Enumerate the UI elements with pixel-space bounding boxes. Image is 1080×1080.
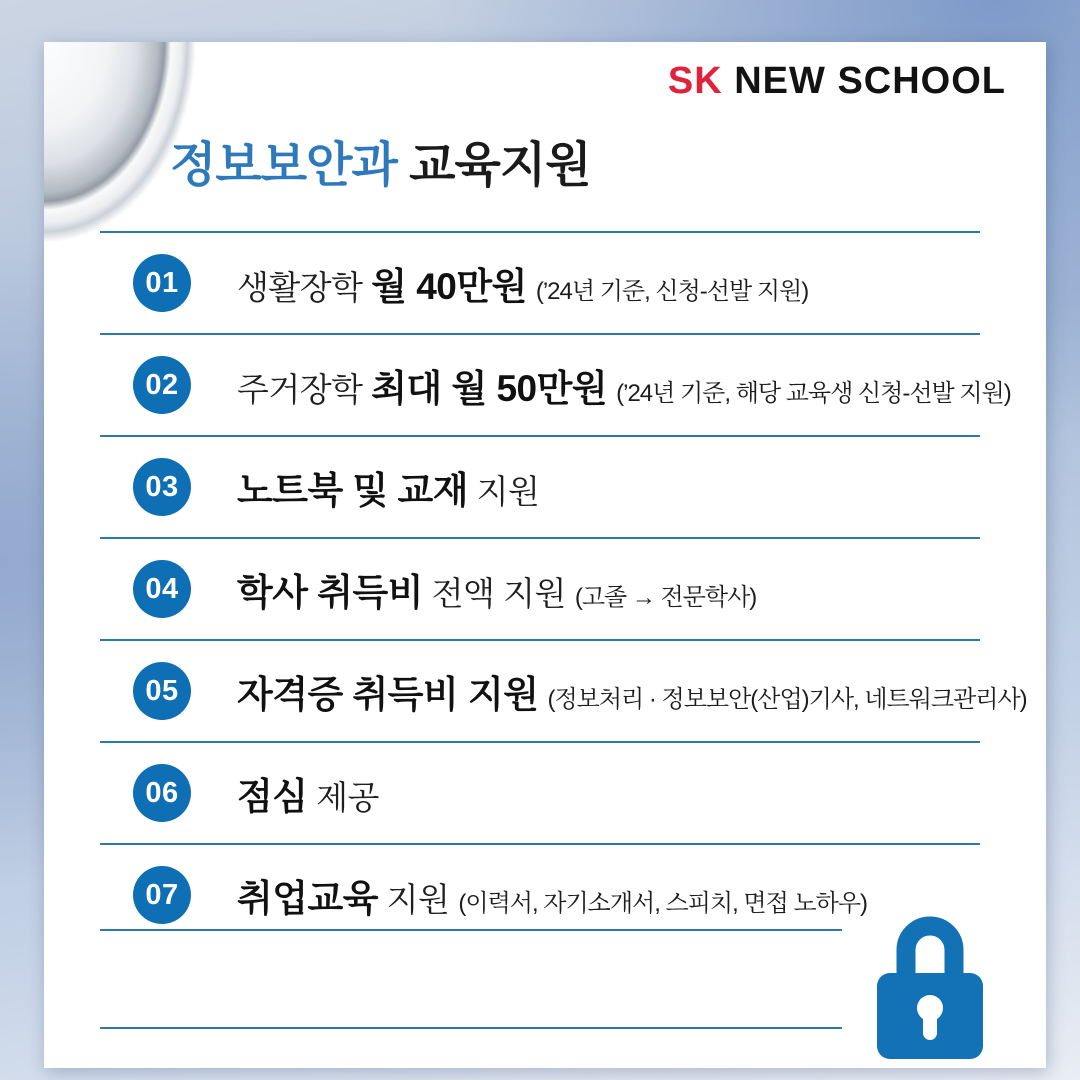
benefit-paren: (이력서, 자기소개서, 스피치, 면접 노하우) [458, 890, 868, 917]
benefit-paren: (’24년 기준, 신청-선발 지원) [535, 278, 809, 305]
page-title-highlight: 정보보안과 [170, 139, 397, 192]
benefit-pre: 주거장학 [237, 371, 372, 408]
benefit-text [237, 358, 1011, 412]
number-badge: 03 [133, 458, 191, 516]
benefit-text [237, 460, 548, 514]
benefit-bold: 월 40만원 [371, 266, 527, 307]
benefit-text [237, 766, 388, 820]
benefit-post: 제공 [307, 779, 379, 816]
content-card [44, 42, 1046, 1068]
benefit-pre: 생활장학 [237, 269, 372, 306]
benefit-post: 전액 지원 [423, 575, 566, 612]
number-badge: 04 [133, 560, 191, 618]
benefit-row-03 [100, 437, 980, 539]
benefit-paren: (정보처리 · 정보보안(산업)기사, 네트워크관리사) [547, 686, 1027, 713]
divider-line-short [100, 1027, 842, 1029]
brand-logo [668, 60, 1006, 103]
lock-icon [877, 915, 983, 1060]
number-badge: 07 [133, 866, 191, 924]
divider-line-short [100, 929, 842, 931]
benefit-bold: 자격증 취득비 지원 [237, 674, 539, 715]
benefit-list [100, 231, 1027, 945]
benefit-bold: 최대 월 50만원 [371, 368, 608, 409]
benefit-paren: (’24년 기준, 해당 교육생 신청-선발 지원) [616, 380, 1011, 407]
brand-logo-name: NEW SCHOOL [722, 60, 1006, 102]
number-badge: 02 [133, 356, 191, 414]
number-badge: 05 [133, 662, 191, 720]
benefit-row-05 [100, 641, 1027, 743]
benefit-bold: 취업교육 [237, 878, 378, 919]
number-badge: 06 [133, 764, 191, 822]
benefit-paren: (고졸 → 전문학사) [574, 584, 757, 611]
page-title-rest: 교육지원 [396, 139, 591, 192]
benefit-post: 지원 [468, 473, 540, 510]
benefit-text [237, 664, 1027, 718]
benefit-row-02 [100, 335, 1011, 437]
benefit-text [237, 256, 808, 310]
benefit-row-04 [100, 539, 980, 641]
benefit-post: 지원 [377, 881, 450, 918]
benefit-row-06 [100, 743, 980, 845]
benefit-bold: 노트북 및 교재 [237, 470, 469, 511]
benefit-text [237, 562, 756, 616]
number-badge: 01 [133, 254, 191, 312]
page-title [170, 126, 591, 195]
benefit-text [237, 868, 867, 922]
benefit-bold: 점심 [237, 776, 308, 817]
benefit-bold: 학사 취득비 [237, 572, 423, 613]
brand-logo-sk: SK [667, 60, 723, 102]
benefit-row-01 [100, 233, 980, 335]
